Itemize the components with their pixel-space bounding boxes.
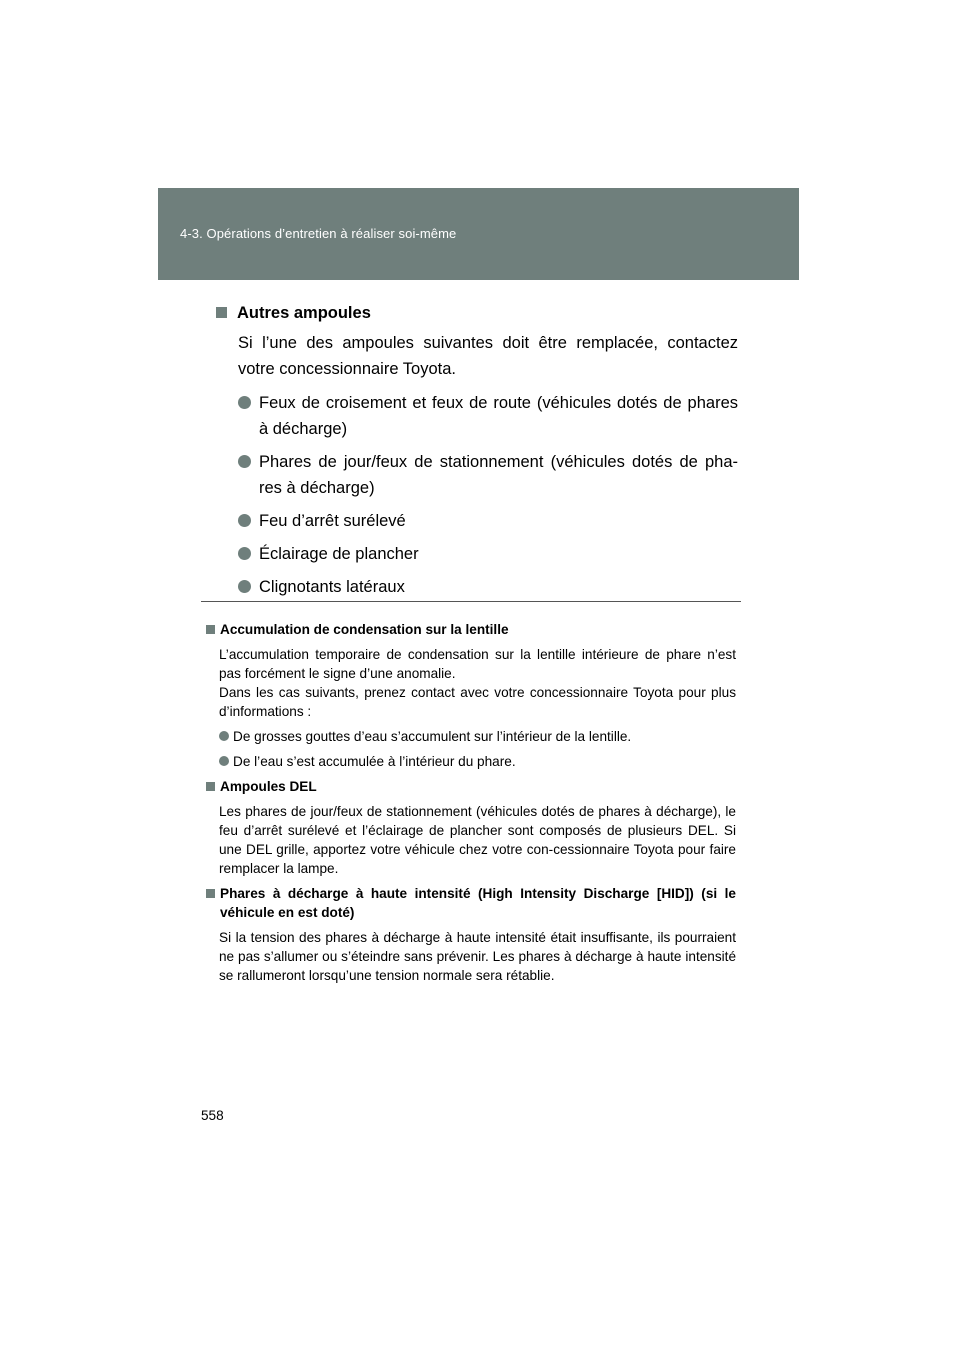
note-heading: Accumulation de condensation sur la lentille (220, 622, 509, 637)
circle-bullet-icon (238, 514, 251, 527)
notes-section (206, 620, 736, 991)
note-led-bulbs (206, 777, 736, 878)
list-item: Éclairage de plancher (238, 541, 738, 567)
circle-bullet-icon (219, 756, 229, 766)
note-paragraph: Dans les cas suivants, prenez contact avec votre concessionnaire Toyota pour plus d’informations : (219, 685, 736, 719)
main-heading: Autres ampoules (237, 304, 371, 322)
main-heading-row (216, 304, 738, 323)
note-hid-headlights (206, 884, 736, 985)
list-item: Feux de croisement et feux de route (véhicules dotés de phares à décharge) (238, 390, 738, 442)
note-condensation (206, 620, 736, 771)
circle-bullet-icon (238, 547, 251, 560)
circle-bullet-icon (238, 580, 251, 593)
note-paragraph: Si la tension des phares à décharge à haute intensité était insuffisante, ils pourraient ne pas s’allumer ou s’éteindre sans prévenir. Les phares à décharge à haute intensité se rallumeront lorsqu’une tension normale sera rétablie. (219, 930, 736, 983)
list-item: Clignotants latéraux (238, 574, 738, 600)
section-title: 4-3. Opérations d’entretien à réaliser soi-même (180, 226, 457, 241)
square-bullet-icon (206, 889, 215, 898)
note-paragraph: L’accumulation temporaire de condensation sur la lentille intérieure de phare n’est pas forcément le signe d’une anomalie. (219, 647, 736, 681)
note-bullet-list (219, 727, 736, 771)
circle-bullet-icon (219, 731, 229, 741)
list-item: De l’eau s’est accumulée à l’intérieur du phare. (219, 752, 736, 771)
page-number: 558 (201, 1108, 224, 1123)
main-bullet-list (238, 390, 738, 600)
note-heading: Ampoules DEL (220, 779, 317, 794)
square-bullet-icon (206, 782, 215, 791)
section-divider (201, 601, 741, 602)
list-item: Phares de jour/feux de stationnement (véhicules dotés de pha-res à décharge) (238, 449, 738, 501)
list-item: Feu d’arrêt surélevé (238, 508, 738, 534)
section-header-band (158, 188, 799, 280)
main-section (216, 304, 738, 607)
circle-bullet-icon (238, 396, 251, 409)
note-paragraph: Les phares de jour/feux de stationnement (véhicules dotés de phares à décharge), le feu d’arrêt surélevé et l’éclairage de plancher sont composés de plusieurs DEL. Si une DEL grille, apportez votre véhicule chez votre con-cessionnaire Toyota pour faire remplacer la lampe. (219, 804, 736, 876)
circle-bullet-icon (238, 455, 251, 468)
note-heading: Phares à décharge à haute intensité (High Intensity Discharge [HID]) (si le véhicule en est doté) (220, 886, 736, 920)
square-bullet-icon (206, 625, 215, 634)
square-bullet-icon (216, 307, 227, 318)
list-item: De grosses gouttes d’eau s’accumulent sur l’intérieur de la lentille. (219, 727, 736, 746)
main-intro: Si l’une des ampoules suivantes doit être remplacée, contactez votre concessionnaire Toyota. (238, 334, 738, 378)
